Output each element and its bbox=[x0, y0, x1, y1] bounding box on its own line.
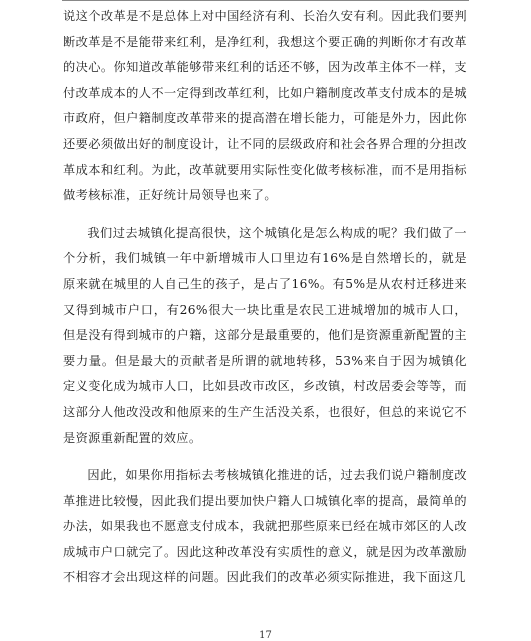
page-number: 17 bbox=[259, 630, 272, 641]
paragraph-2: 我们过去城镇化提高很快，这个城镇化是怎么构成的呢？我们做了一个分析，我们城镇一年中新增城市人口里边有16%是自然增长的，就是原来就在城里的人自己生的孩子，是占了16%。有5%是从农村迁移进来又得到城市户口，有26%很大一块比重是农民工进城增加的城市人口，但是没有得到城市的户籍，这部分是最重要的，他们是资源重新配置的主要力量。但是最大的贡献者是所谓的就地转移，53%来自于因为城镇化定义变化成为城市人口，比如县改市改区，乡改镇，村改居委会等等，而这部分人他改没改和他原来的生产生活没关系，也很好，但总的来说它不是资源重新配置的效应。 bbox=[63, 225, 467, 445]
page-body bbox=[63, 4, 467, 591]
paragraph-1: 说这个改革是不是总体上对中国经济有利、长治久安有利。因此我们要判断改革是不是能带来红利，是净红利，我想这个要正确的判断你才有改革的决心。你知道改革能够带来红利的话还不够，因为改革主体不一样，支付改革成本的人不一定得到改革红利，比如户籍制度改革支付成本的是城市政府，但户籍制度改革带来的提高潜在增长能力，可能是外力，因此你还要必须做出好的制度设计，让不同的层级政府和社会各界合理的分担改革成本和红利。为此，改革就要用实际性变化做考核标准，而不是用指标做考核标准，正好统计局领导也来了。 bbox=[63, 9, 467, 203]
header-rule bbox=[62, 0, 469, 1]
paragraph-3: 因此，如果你用指标去考核城镇化推进的话，过去我们说户籍制度改革推进比较慢，因此我们提出要加快户籍人口城镇化率的提高，最简单的办法，如果我也不愿意支付成本，我就把那些原来已经在城市郊区的人改成城市户口就完了。因此这种改革没有实质性的意义，就是因为改革激励不相容才会出现这样的问题。因此我们的改革必须实际推进，我下面这几 bbox=[63, 468, 467, 585]
